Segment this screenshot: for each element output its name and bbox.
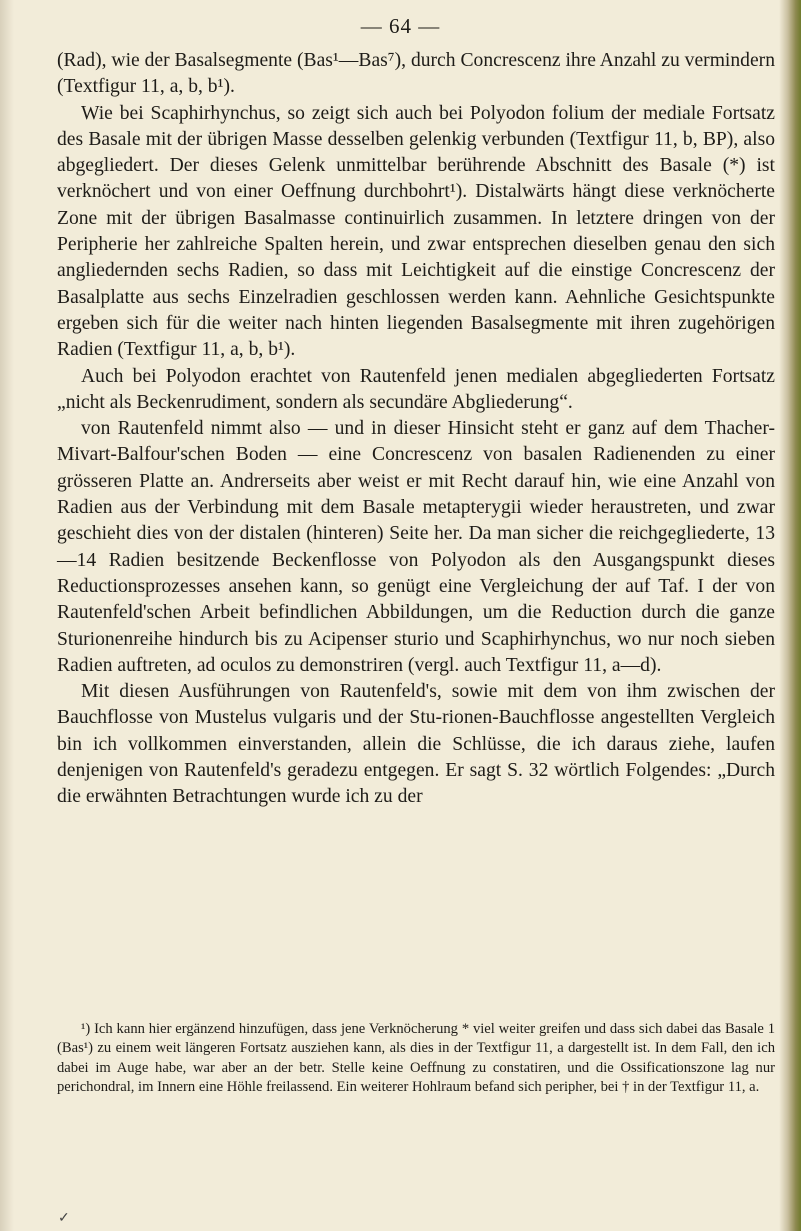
- page-edge-right: [779, 0, 801, 1231]
- main-text: [57, 48, 775, 811]
- footnote-section: [57, 1020, 775, 1097]
- paragraph-4: von Rautenfeld nimmt also — und in dieser Hinsicht steht er ganz auf dem Thacher-Mivart-Balfour'schen Boden — eine Concrescenz von basalen Radienenden zu einer grösseren Platte an. Andrerseits aber weist er mit Recht darauf hin, wie eine Anzahl von Radien aus der Verbindung mit dem Basale metapterygii wieder heraustreten, und zwar geschieht dies von der distalen (hinteren) Seite her. Da man sicher die reichgegliederte, 13—14 Radien besitzende Beckenflosse von Polyodon als den Ausgangspunkt dieses Reductionsprozesses ansehen kann, so genügt eine Vergleichung der auf Taf. I der von Rautenfeld'schen Arbeit befindlichen Abbildungen, um die Reduction durch die ganze Sturionenreihe hindurch bis zu Acipenser sturio und Scaphirhynchus, wo nur noch sieben Radien auftreten, ad oculos zu demonstriren (vergl. auch Textfigur 11, a—d).: [57, 418, 775, 676]
- page-shadow-left: [0, 0, 14, 1231]
- pencil-mark-icon: ✓: [58, 1211, 70, 1226]
- paragraph-1: (Rad), wie der Basalsegmente (Bas¹—Bas⁷), durch Concrescenz ihre Anzahl zu vermindern (Textfigur 11, a, b, b¹).: [57, 50, 775, 98]
- paragraph-2: Wie bei Scaphirhynchus, so zeigt sich auch bei Polyodon folium der mediale Fortsatz des Basale mit der übrigen Masse desselben gelenkig verbunden (Textfigur 11, b, BP), also abgegliedert. Der dieses Gelenk unmittelbar berührende Abschnitt des Basale (*) ist verknöchert und von einer Oeffnung durchbohrt¹). Distalwärts hängt diese verknöcherte Zone mit der übrigen Basalmasse continuirlich zusammen. In letztere dringen von der Peripherie her zahlreiche Spalten herein, und zwar entsprechen dieselben genau den sich angliedernden sechs Radien, so dass mit Leichtigkeit auf die einstige Concrescenz der Basalplatte aus sechs Einzelradien geschlossen werden kann. Aehnliche Gesichtspunkte ergeben sich für die weiter nach hinten liegenden Basalsegmente mit ihren zugehörigen Radien (Textfigur 11, a, b, b¹).: [57, 102, 775, 361]
- footnote-1: ¹) Ich kann hier ergänzend hinzufügen, dass jene Verknöcherung * viel weiter greifen und dass sich dabei das Basale 1 (Bas¹) zu einem weit längeren Fortsatz ausziehen kann, als dies in der Textfigur 11, a dargestellt ist. In dem Fall, den ich dabei im Auge habe, war aber an der betr. Stelle keine Oeffnung zu constatiren, und die Ossificationszone lag nur perichondral, im Innern eine Höhle freilassend. Ein weiterer Hohlraum befand sich peripher, bei † in der Textfigur 11, a.: [57, 1021, 775, 1095]
- page-number: — 64 —: [360, 14, 441, 38]
- paragraph-5: Mit diesen Ausführungen von Rautenfeld's, sowie mit dem von ihm zwischen der Bauchflosse von Mustelus vulgaris und der Stu-rionen-Bauchflosse angestellten Vergleich bin ich vollkommen einverstanden, allein die Schlüsse, die ich daraus ziehe, laufen denjenigen von Rautenfeld's geradezu entgegen. Er sagt S. 32 wörtlich Folgendes: „Durch die erwähnten Betrachtungen wurde ich zu der: [57, 681, 775, 808]
- paragraph-3: Auch bei Polyodon erachtet von Rautenfeld jenen medialen abgegliederten Fortsatz „nicht als Beckenrudiment, sondern als secundäre Abgliederung“.: [57, 365, 775, 413]
